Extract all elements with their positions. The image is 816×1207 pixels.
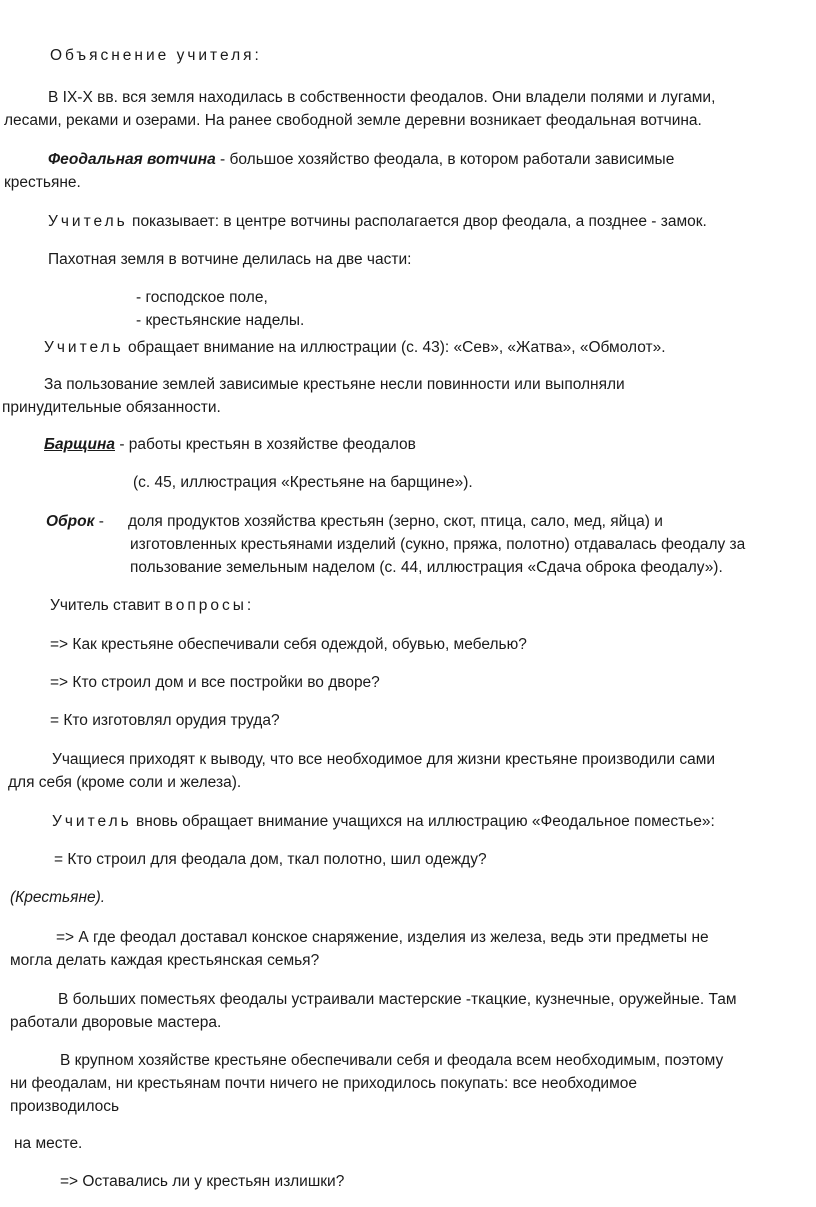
list-item: - крестьянские наделы.: [136, 312, 305, 329]
paragraph-line: лесами, реками и озерами. На ранее свободной земле деревни возникает феодальная вотчина.: [4, 112, 702, 129]
teacher-word: Учитель: [48, 213, 128, 230]
question-line: => Как крестьяне обеспечивали себя одеждой, обувью, мебелью?: [50, 636, 527, 653]
paragraph-line: В IX-X вв. вся земля находилась в собственности феодалов. Они владели полями и лугами,: [48, 89, 716, 106]
paragraph-line: на месте.: [14, 1135, 83, 1152]
questions-word: вопросы:: [164, 597, 255, 614]
obrok-dash: -: [94, 513, 104, 530]
term-barshchina: Барщина: [44, 436, 116, 453]
teacher-attention-line: [44, 336, 666, 359]
paragraph-line: Учащиеся приходят к выводу, что все необходимое для жизни крестьяне производили сами: [52, 751, 716, 768]
definition-barshchina: [44, 433, 416, 456]
question-line: => Кто строил дом и все постройки во дворе?: [50, 674, 380, 691]
paragraph-line: доля продуктов хозяйства крестьян (зерно, скот, птица, сало, мед, яйца) и: [128, 513, 663, 530]
paragraph-line: производилось: [10, 1098, 120, 1115]
term-votchina: Феодальная вотчина: [48, 151, 216, 168]
paragraph-line: пользование земельным наделом (с. 44, иллюстрация «Сдача оброка феодалу»).: [130, 559, 723, 576]
paragraph-line: работали дворовые мастера.: [10, 1014, 222, 1031]
paragraph-line: крестьяне.: [4, 174, 81, 191]
list-item: - господское поле,: [136, 289, 268, 306]
paragraph-line: За пользование землей зависимые крестьяне несли повинности или выполняли: [44, 376, 625, 393]
definition-text: - большое хозяйство феодала, в котором работали зависимые: [215, 151, 675, 168]
paragraph-line: В крупном хозяйстве крестьяне обеспечивали себя и феодала всем необходимым, поэтому: [60, 1052, 724, 1069]
teacher-shows-text: показывает: в центре вотчины располагается двор феодала, а позднее - замок.: [132, 213, 707, 230]
teacher-again-line: [52, 810, 715, 833]
teacher-again-text: вновь обращает внимание учащихся на иллюстрацию «Феодальное поместье»:: [136, 813, 715, 830]
definition-votchina: [48, 148, 674, 171]
definition-text: - работы крестьян в хозяйстве феодалов: [115, 436, 416, 453]
questions-intro-line: [50, 594, 254, 617]
arable-intro: Пахотная земля в вотчине делилась на две части:: [48, 251, 412, 268]
definition-obrok: [46, 510, 104, 533]
question-line: => А где феодал доставал конское снаряжение, изделия из железа, ведь эти предметы не: [56, 929, 709, 946]
barshchina-reference: (с. 45, иллюстрация «Крестьяне на барщине»).: [133, 474, 473, 491]
paragraph-line: ни феодалам, ни крестьянам почти ничего не приходилось покупать: все необходимое: [10, 1075, 637, 1092]
section-heading: Объяснение учителя:: [50, 47, 262, 64]
term-obrok: Оброк: [46, 513, 95, 530]
paragraph-line: для себя (кроме соли и железа).: [8, 774, 242, 791]
question-line: => Оставались ли у крестьян излишки?: [60, 1173, 345, 1190]
teacher-attention-text: обращает внимание на иллюстрации (с. 43): «Сев», «Жатва», «Обмолот».: [128, 339, 666, 356]
answer-text: (Крестьяне).: [10, 889, 106, 906]
teacher-word: Учитель: [52, 813, 132, 830]
paragraph-line: принудительные обязанности.: [2, 399, 221, 416]
paragraph-line: изготовленных крестьянами изделий (сукно, пряжа, полотно) отдавалась феодалу за: [130, 536, 746, 553]
questions-intro-text: Учитель ставит: [50, 597, 161, 614]
question-line: = Кто изготовлял орудия труда?: [50, 712, 280, 729]
question-line: могла делать каждая крестьянская семья?: [10, 952, 320, 969]
teacher-word: Учитель: [44, 339, 124, 356]
teacher-shows-line: [48, 210, 707, 233]
paragraph-line: В больших поместьях феодалы устраивали мастерские -ткацкие, кузнечные, оружейные. Там: [58, 991, 737, 1008]
question-line: = Кто строил для феодала дом, ткал полотно, шил одежду?: [54, 851, 487, 868]
